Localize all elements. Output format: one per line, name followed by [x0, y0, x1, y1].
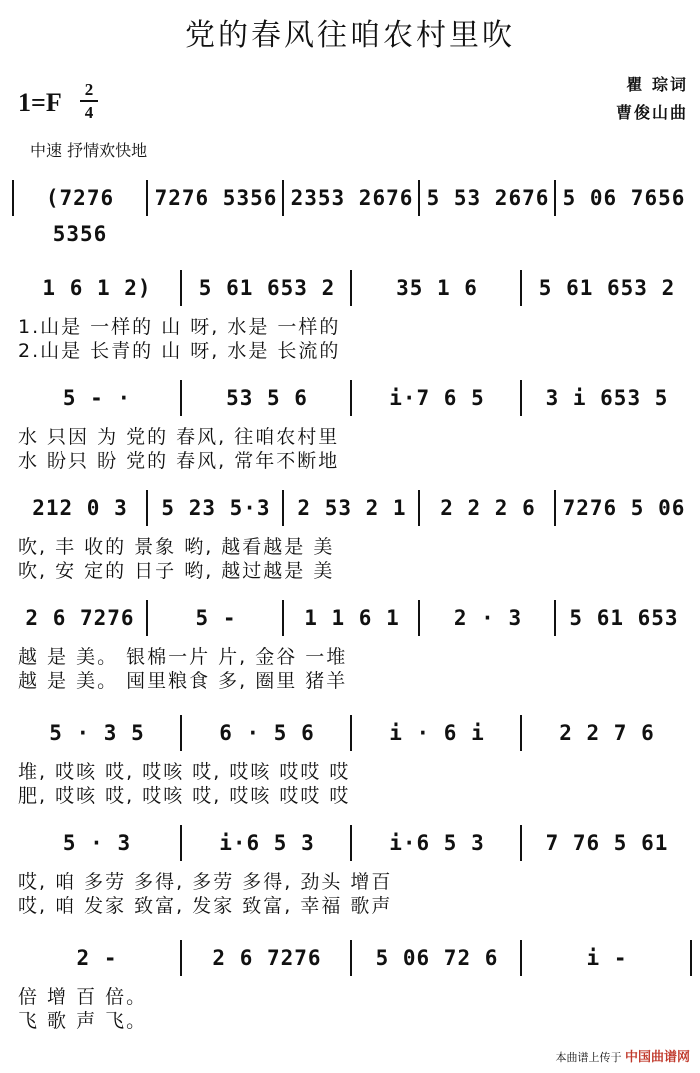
barline	[418, 490, 420, 526]
footer-site: 中国曲谱网	[624, 1050, 690, 1065]
measure: 6 · 5 6	[219, 721, 315, 745]
lyric-line: 飞 歌 声 飞。	[18, 1010, 148, 1032]
measure: i -	[586, 946, 628, 970]
lyric-line: 吹, 丰 收的 景象 哟, 越看越是 美	[18, 536, 335, 558]
composer: 曹俊山曲	[615, 103, 688, 122]
measure: 5 06 72 6	[375, 946, 499, 970]
measure: 212 0 3	[32, 496, 128, 520]
measure: 7276 5 06	[562, 496, 686, 520]
barline	[180, 825, 182, 861]
lyric-line: 1.山是 一样的 山 呀, 水是 一样的	[18, 316, 341, 338]
measure: 5 23 5·3	[161, 496, 271, 520]
measure: i·7 6 5	[389, 386, 485, 410]
measure: 5 - ·	[62, 386, 132, 410]
barline	[520, 270, 522, 306]
measure: 5 · 3	[62, 831, 132, 855]
time-bottom: 4	[84, 103, 94, 122]
barline	[180, 380, 182, 416]
measure: i·6 5 3	[219, 831, 315, 855]
barline	[282, 180, 284, 216]
measure: 5 · 3 5	[49, 721, 145, 745]
measure: 5 06 7656	[562, 186, 686, 210]
measure: 5 61 653	[569, 606, 679, 630]
lyric-line: 2.山是 长青的 山 呀, 水是 长流的	[18, 340, 341, 362]
lyric-line: 哎, 咱 发家 致富, 发家 致富, 幸福 歌声	[18, 895, 393, 917]
barline	[554, 490, 556, 526]
barline	[418, 180, 420, 216]
measure: i·6 5 3	[389, 831, 485, 855]
lyric-line: 越 是 美。 银棉一片 片, 金谷 一堆	[18, 646, 348, 668]
barline	[520, 940, 522, 976]
measure: 1 1 6 1	[304, 606, 400, 630]
measure: (7276 5356	[45, 186, 115, 246]
barline	[554, 600, 556, 636]
time-top: 2	[84, 80, 94, 99]
barline	[146, 180, 148, 216]
barline	[350, 825, 352, 861]
lyric-line: 堆, 哎咳 哎, 哎咳 哎, 哎咳 哎哎 哎	[18, 761, 351, 783]
barline	[554, 180, 556, 216]
barline	[282, 490, 284, 526]
measure: 5 61 653 2	[538, 276, 676, 300]
lyric-line: 越 是 美。 囤里粮食 多, 圈里 猪羊	[18, 670, 348, 692]
lyric-line: 倍 增 百 倍。	[18, 986, 148, 1008]
measure: 2353 2676	[290, 186, 414, 210]
measure: 2 6 7276	[25, 606, 135, 630]
time-divider	[80, 100, 98, 102]
barline	[350, 940, 352, 976]
measure: 35 1 6	[396, 276, 478, 300]
barline	[690, 940, 692, 976]
lyricist: 瞿 琮词	[626, 75, 688, 94]
key-signature: 1=F	[18, 88, 62, 117]
lyric-line: 水 盼只 盼 党的 春风, 常年不断地	[18, 450, 340, 472]
measure: 5 61 653 2	[198, 276, 336, 300]
measure: 5 -	[195, 606, 237, 630]
measure: 2 · 3	[453, 606, 523, 630]
lyric-line: 肥, 哎咳 哎, 哎咳 哎, 哎咳 哎哎 哎	[18, 785, 351, 807]
barline	[180, 270, 182, 306]
measure: 7276 5356	[154, 186, 278, 210]
barline	[520, 825, 522, 861]
measure: i · 6 i	[389, 721, 485, 745]
barline	[350, 715, 352, 751]
barline	[350, 380, 352, 416]
measure: 53 5 6	[226, 386, 308, 410]
barline	[350, 270, 352, 306]
song-title: 党的春风往咱农村里吹	[185, 18, 515, 53]
measure: 2 53 2 1	[297, 496, 407, 520]
measure: 2 6 7276	[212, 946, 322, 970]
measure: 2 2 2 6	[440, 496, 536, 520]
measure: 3 i 653 5	[545, 386, 669, 410]
barline	[180, 940, 182, 976]
measure: 2 2 7 6	[559, 721, 655, 745]
measure: 5 53 2676	[426, 186, 550, 210]
tempo-marking: 中速 抒情欢快地	[30, 141, 148, 160]
measure: 2 -	[76, 946, 118, 970]
barline	[12, 180, 14, 216]
measure: 7 76 5 61	[545, 831, 669, 855]
barline	[418, 600, 420, 636]
lyric-line: 水 只因 为 党的 春风, 往咱农村里	[18, 426, 340, 448]
lyric-line: 吹, 安 定的 日子 哟, 越过越是 美	[18, 560, 335, 582]
barline	[146, 490, 148, 526]
time-signature	[80, 80, 98, 122]
measure: 1 6 1 2)	[42, 276, 152, 300]
footer-prefix: 本曲谱上传于	[555, 1051, 622, 1064]
footer	[555, 1046, 690, 1065]
barline	[282, 600, 284, 636]
barline	[520, 715, 522, 751]
barline	[520, 380, 522, 416]
lyric-line: 哎, 咱 多劳 多得, 多劳 多得, 劲头 增百	[18, 871, 393, 893]
barline	[180, 715, 182, 751]
barline	[146, 600, 148, 636]
